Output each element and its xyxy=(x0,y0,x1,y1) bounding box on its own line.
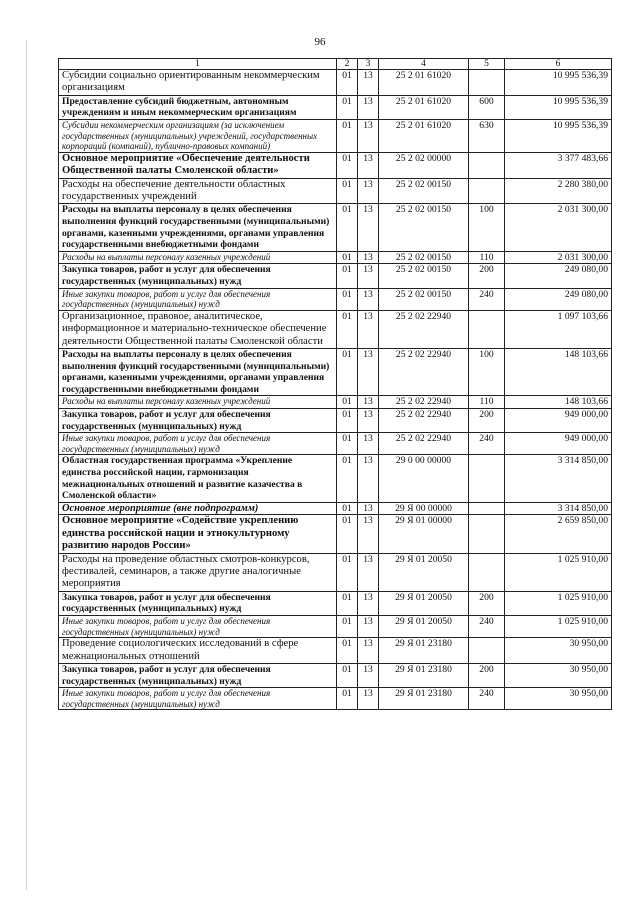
cell-section: 01 xyxy=(337,95,358,119)
cell-section: 01 xyxy=(337,152,358,178)
cell-section: 01 xyxy=(337,396,358,409)
cell-subsection: 13 xyxy=(358,515,379,553)
table-row xyxy=(59,204,612,251)
cell-expense-type: 600 xyxy=(469,95,505,119)
cell-section: 01 xyxy=(337,433,358,455)
cell-target-article: 29 Я 01 20050 xyxy=(379,591,469,615)
cell-expense-type xyxy=(469,152,505,178)
cell-expense-type xyxy=(469,502,505,515)
cell-amount: 148 103,66 xyxy=(505,396,612,409)
table-row xyxy=(59,95,612,119)
cell-name: Расходы на выплаты персоналу в целях обеспечения выполнения функций государственными (муниципальными) органами, казенными учреждениями, органами управления государственными внебюджетными фондами xyxy=(59,204,337,251)
cell-expense-type xyxy=(469,638,505,664)
budget-table-body xyxy=(59,59,612,710)
cell-amount: 2 031 300,00 xyxy=(505,204,612,251)
cell-name: Закупка товаров, работ и услуг для обеспечения государственных (муниципальных) нужд xyxy=(59,264,337,288)
cell-name: Расходы на выплаты персоналу казенных учреждений xyxy=(59,396,337,409)
cell-expense-type: 630 xyxy=(469,120,505,153)
cell-subsection: 13 xyxy=(358,264,379,288)
table-row xyxy=(59,615,612,637)
cell-name: Основное мероприятие «Обеспечение деятельности Общественной палаты Смоленской области» xyxy=(59,152,337,178)
cell-amount: 30 950,00 xyxy=(505,663,612,687)
cell-section: 01 xyxy=(337,310,358,348)
cell-subsection: 13 xyxy=(358,408,379,432)
cell-section: 01 xyxy=(337,288,358,310)
table-row xyxy=(59,310,612,348)
cell-expense-type xyxy=(469,553,505,591)
cell-subsection: 13 xyxy=(358,396,379,409)
cell-name: Закупка товаров, работ и услуг для обеспечения государственных (муниципальных) нужд xyxy=(59,591,337,615)
cell-name: Закупка товаров, работ и услуг для обеспечения государственных (муниципальных) нужд xyxy=(59,663,337,687)
cell-target-article: 29 0 00 00000 xyxy=(379,455,469,502)
table-row xyxy=(59,515,612,553)
cell-subsection: 13 xyxy=(358,663,379,687)
cell-target-article: 25 2 02 22940 xyxy=(379,396,469,409)
cell-expense-type: 200 xyxy=(469,264,505,288)
cell-amount: 949 000,00 xyxy=(505,433,612,455)
cell-section: 01 xyxy=(337,348,358,395)
cell-subsection: 13 xyxy=(358,638,379,664)
table-row xyxy=(59,396,612,409)
cell-subsection: 13 xyxy=(358,251,379,264)
cell-subsection: 13 xyxy=(358,95,379,119)
table-row xyxy=(59,663,612,687)
cell-expense-type xyxy=(469,310,505,348)
cell-subsection: 13 xyxy=(358,152,379,178)
cell-amount: 2 031 300,00 xyxy=(505,251,612,264)
cell-section: 01 xyxy=(337,408,358,432)
cell-name: Иные закупки товаров, работ и услуг для обеспечения государственных (муниципальных) нужд xyxy=(59,688,337,710)
cell-name: Расходы на выплаты персоналу казенных учреждений xyxy=(59,251,337,264)
cell-name: Иные закупки товаров, работ и услуг для обеспечения государственных (муниципальных) нужд xyxy=(59,433,337,455)
cell-target-article: 25 2 01 61020 xyxy=(379,95,469,119)
table-row xyxy=(59,70,612,96)
column-header-target-article: 4 xyxy=(379,59,469,70)
scan-margin-line xyxy=(26,40,27,890)
cell-section: 01 xyxy=(337,455,358,502)
cell-subsection: 13 xyxy=(358,553,379,591)
cell-amount: 3 314 850,00 xyxy=(505,455,612,502)
column-header-expense-type: 5 xyxy=(469,59,505,70)
cell-amount: 3 314 850,00 xyxy=(505,502,612,515)
table-row xyxy=(59,591,612,615)
cell-section: 01 xyxy=(337,251,358,264)
cell-amount: 1 097 103,66 xyxy=(505,310,612,348)
budget-table xyxy=(58,58,612,710)
cell-target-article: 25 2 01 61020 xyxy=(379,70,469,96)
cell-target-article: 25 2 02 00150 xyxy=(379,264,469,288)
table-row xyxy=(59,348,612,395)
cell-subsection: 13 xyxy=(358,455,379,502)
cell-subsection: 13 xyxy=(358,688,379,710)
table-row xyxy=(59,455,612,502)
cell-section: 01 xyxy=(337,515,358,553)
table-row xyxy=(59,502,612,515)
cell-name: Иные закупки товаров, работ и услуг для обеспечения государственных (муниципальных) нужд xyxy=(59,615,337,637)
table-row xyxy=(59,688,612,710)
cell-target-article: 25 2 01 61020 xyxy=(379,120,469,153)
cell-expense-type: 240 xyxy=(469,615,505,637)
cell-expense-type: 200 xyxy=(469,663,505,687)
cell-amount: 30 950,00 xyxy=(505,638,612,664)
cell-amount: 148 103,66 xyxy=(505,348,612,395)
cell-target-article: 25 2 02 00000 xyxy=(379,152,469,178)
column-header-name: 1 xyxy=(59,59,337,70)
cell-expense-type: 200 xyxy=(469,408,505,432)
cell-amount: 10 995 536,39 xyxy=(505,95,612,119)
cell-amount: 249 080,00 xyxy=(505,264,612,288)
cell-name: Закупка товаров, работ и услуг для обеспечения государственных (муниципальных) нужд xyxy=(59,408,337,432)
cell-amount: 10 995 536,39 xyxy=(505,70,612,96)
cell-expense-type xyxy=(469,515,505,553)
cell-name: Проведение социологических исследований в сфере межнациональных отношений xyxy=(59,638,337,664)
cell-section: 01 xyxy=(337,688,358,710)
cell-expense-type xyxy=(469,178,505,204)
cell-name: Расходы на обеспечение деятельности областных государственных учреждений xyxy=(59,178,337,204)
cell-subsection: 13 xyxy=(358,288,379,310)
cell-section: 01 xyxy=(337,264,358,288)
cell-target-article: 29 Я 01 20050 xyxy=(379,553,469,591)
cell-name: Основное мероприятие «Содействие укреплению единства российской нации и этнокультурному развитию народов России» xyxy=(59,515,337,553)
cell-amount: 2 280 380,00 xyxy=(505,178,612,204)
cell-target-article: 29 Я 01 23180 xyxy=(379,638,469,664)
cell-subsection: 13 xyxy=(358,120,379,153)
table-row xyxy=(59,408,612,432)
cell-expense-type: 240 xyxy=(469,688,505,710)
cell-expense-type xyxy=(469,455,505,502)
cell-target-article: 29 Я 00 00000 xyxy=(379,502,469,515)
cell-amount: 249 080,00 xyxy=(505,288,612,310)
cell-section: 01 xyxy=(337,553,358,591)
cell-target-article: 25 2 02 22940 xyxy=(379,433,469,455)
cell-name: Организационное, правовое, аналитическое, информационное и материально-техническое обеспечение деятельности Общественной палаты Смоленской области xyxy=(59,310,337,348)
cell-target-article: 29 Я 01 00000 xyxy=(379,515,469,553)
table-row xyxy=(59,264,612,288)
cell-name: Областная государственная программа «Укрепление единства российской нации, гармонизация межнациональных отношений и развитие казачества в Смоленской области» xyxy=(59,455,337,502)
cell-target-article: 29 Я 01 20050 xyxy=(379,615,469,637)
cell-target-article: 29 Я 01 23180 xyxy=(379,663,469,687)
cell-section: 01 xyxy=(337,591,358,615)
cell-amount: 10 995 536,39 xyxy=(505,120,612,153)
cell-amount: 3 377 483,66 xyxy=(505,152,612,178)
cell-amount: 2 659 850,00 xyxy=(505,515,612,553)
table-row xyxy=(59,638,612,664)
cell-section: 01 xyxy=(337,120,358,153)
cell-name: Предоставление субсидий бюджетным, автономным учреждениям и иным некоммерческим организациям xyxy=(59,95,337,119)
cell-subsection: 13 xyxy=(358,591,379,615)
cell-target-article: 25 2 02 00150 xyxy=(379,204,469,251)
cell-subsection: 13 xyxy=(358,348,379,395)
cell-amount: 949 000,00 xyxy=(505,408,612,432)
cell-target-article: 25 2 02 22940 xyxy=(379,348,469,395)
cell-expense-type: 240 xyxy=(469,433,505,455)
column-header-section: 2 xyxy=(337,59,358,70)
cell-target-article: 29 Я 01 23180 xyxy=(379,688,469,710)
cell-section: 01 xyxy=(337,663,358,687)
cell-section: 01 xyxy=(337,615,358,637)
column-header-amount: 6 xyxy=(505,59,612,70)
cell-amount: 1 025 910,00 xyxy=(505,553,612,591)
cell-name: Основное мероприятие (вне подпрограмм) xyxy=(59,502,337,515)
cell-section: 01 xyxy=(337,638,358,664)
cell-section: 01 xyxy=(337,70,358,96)
cell-subsection: 13 xyxy=(358,70,379,96)
cell-expense-type: 240 xyxy=(469,288,505,310)
table-header-row xyxy=(59,59,612,70)
cell-expense-type: 100 xyxy=(469,204,505,251)
table-row xyxy=(59,553,612,591)
cell-subsection: 13 xyxy=(358,178,379,204)
table-row xyxy=(59,251,612,264)
table-row xyxy=(59,433,612,455)
table-row xyxy=(59,178,612,204)
cell-section: 01 xyxy=(337,502,358,515)
cell-section: 01 xyxy=(337,178,358,204)
cell-expense-type xyxy=(469,70,505,96)
cell-subsection: 13 xyxy=(358,204,379,251)
table-row xyxy=(59,152,612,178)
cell-target-article: 25 2 02 00150 xyxy=(379,178,469,204)
cell-name: Субсидии социально ориентированным некоммерческим организациям xyxy=(59,70,337,96)
column-header-subsection: 3 xyxy=(358,59,379,70)
cell-subsection: 13 xyxy=(358,433,379,455)
page-number: 96 xyxy=(314,36,326,48)
cell-expense-type: 110 xyxy=(469,251,505,264)
cell-target-article: 25 2 02 22940 xyxy=(379,408,469,432)
table-row xyxy=(59,288,612,310)
cell-subsection: 13 xyxy=(358,615,379,637)
cell-amount: 30 950,00 xyxy=(505,688,612,710)
cell-section: 01 xyxy=(337,204,358,251)
cell-name: Расходы на проведение областных смотров-конкурсов, фестивалей, семинаров, а также другие аналогичные мероприятия xyxy=(59,553,337,591)
cell-amount: 1 025 910,00 xyxy=(505,591,612,615)
cell-name: Расходы на выплаты персоналу в целях обеспечения выполнения функций государственными (муниципальными) органами, казенными учреждениями, органами управления государственными внебюджетными фондами xyxy=(59,348,337,395)
cell-target-article: 25 2 02 00150 xyxy=(379,288,469,310)
cell-expense-type: 200 xyxy=(469,591,505,615)
cell-expense-type: 100 xyxy=(469,348,505,395)
cell-subsection: 13 xyxy=(358,502,379,515)
cell-amount: 1 025 910,00 xyxy=(505,615,612,637)
cell-target-article: 25 2 02 22940 xyxy=(379,310,469,348)
cell-target-article: 25 2 02 00150 xyxy=(379,251,469,264)
cell-subsection: 13 xyxy=(358,310,379,348)
cell-name: Иные закупки товаров, работ и услуг для обеспечения государственных (муниципальных) нужд xyxy=(59,288,337,310)
cell-expense-type: 110 xyxy=(469,396,505,409)
table-row xyxy=(59,120,612,153)
cell-name: Субсидии некоммерческим организациям (за исключением государственных (муниципальных) учреждений, государственных корпораций (компаний), публично-правовых компаний) xyxy=(59,120,337,153)
